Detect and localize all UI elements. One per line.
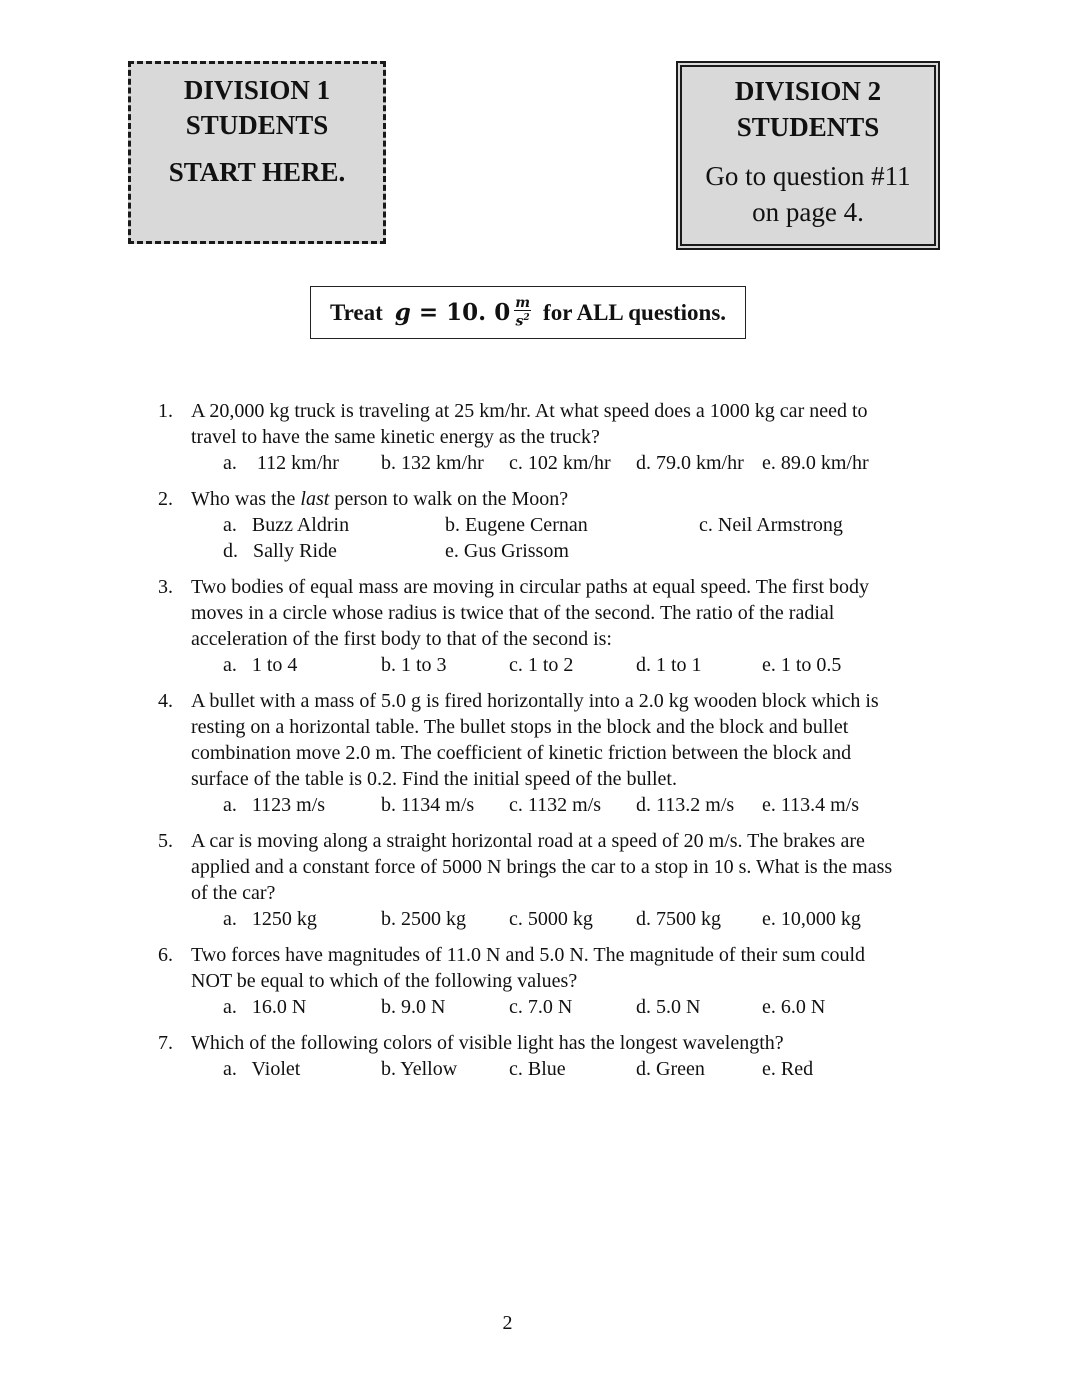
question-number: 5.: [158, 830, 173, 852]
choice-d: d. 5.0 N: [636, 996, 701, 1018]
choice-c: c. 5000 kg: [509, 908, 593, 930]
gravity-unit-den-base: s: [515, 313, 524, 330]
question-text-line: surface of the table is 0.2. Find the initial speed of the bullet.: [191, 768, 677, 790]
question-6: [158, 942, 948, 1020]
choice-a: a. 1250 kg: [223, 908, 317, 930]
division-2-title: [682, 73, 934, 145]
choice-d: d. 7500 kg: [636, 908, 721, 930]
question-text-part: person to walk on the Moon?: [329, 488, 569, 510]
question-5: [158, 828, 948, 932]
choice-e: e. Gus Grissom: [445, 540, 569, 562]
answer-choices: [191, 450, 948, 476]
question-text-line: Two forces have magnitudes of 11.0 N and 5.0 N. The magnitude of their sum could: [191, 944, 866, 966]
division-2-line2: STUDENTS: [736, 112, 880, 142]
choice-b: b. 9.0 N: [381, 996, 446, 1018]
gravity-symbol: g: [394, 299, 411, 326]
answer-choices: [191, 994, 948, 1020]
choice-a: a. 1123 m/s: [223, 794, 326, 816]
question-number: 6.: [158, 944, 173, 966]
question-list: [158, 398, 948, 1092]
choice-a: a. 112 km/hr: [223, 452, 339, 474]
question-number: 4.: [158, 690, 173, 712]
gravity-unit-den: [516, 311, 530, 329]
choice-b: b. 1 to 3: [381, 654, 447, 676]
page-number: 2: [502, 1312, 513, 1334]
question-number: 3.: [158, 576, 173, 598]
question-text-line: A 20,000 kg truck is traveling at 25 km/hr. At what speed does a 1000 kg car need to: [191, 400, 868, 422]
answer-choices: [191, 906, 948, 932]
choice-c: c. 7.0 N: [509, 996, 573, 1018]
choice-d: d. Sally Ride: [223, 540, 337, 562]
question-text-line: Which of the following colors of visible light has the longest wavelength?: [191, 1032, 784, 1054]
division-1-line1: DIVISION 1: [183, 75, 331, 105]
question-2: [158, 486, 948, 564]
choice-b: b. 1134 m/s: [381, 794, 475, 816]
gravity-value: = 10. 0: [418, 299, 511, 326]
choice-a: a. Violet: [223, 1058, 301, 1080]
question-text-line: of the car?: [191, 882, 276, 904]
question-3: [158, 574, 948, 678]
division-2-line3: Go to question #11: [705, 161, 911, 191]
question-text-line: A car is moving along a straight horizontal road at a speed of 20 m/s. The brakes are: [191, 830, 865, 852]
question-text-line: applied and a constant force of 5000 N brings the car to a stop in 10 s. What is the mass: [191, 856, 893, 878]
answer-choices: [191, 652, 948, 678]
choice-d: d. 79.0 km/hr: [636, 452, 744, 474]
question-text-emphasis: last: [300, 488, 330, 510]
question-text-line: acceleration of the first body to that of the second is:: [191, 628, 612, 650]
question-text-line: A bullet with a mass of 5.0 g is fired horizontally into a 2.0 kg wooden block which is: [191, 690, 879, 712]
choice-e: e. 1 to 0.5: [762, 654, 842, 676]
division-2-line1: DIVISION 2: [734, 76, 882, 106]
question-text-line: NOT be equal to which of the following values?: [191, 970, 578, 992]
question-1: [158, 398, 948, 476]
question-7: [158, 1030, 948, 1082]
choice-e: e. 10,000 kg: [762, 908, 861, 930]
choice-b: b. 132 km/hr: [381, 452, 484, 474]
choice-d: d. 1 to 1: [636, 654, 702, 676]
choice-e: e. 113.4 m/s: [762, 794, 860, 816]
question-text-part: Who was the: [191, 488, 301, 510]
division-2-instructions: [682, 158, 934, 230]
gravity-note-box: [310, 286, 746, 339]
choice-a: a. 16.0 N: [223, 996, 307, 1018]
division-1-title: [131, 73, 383, 143]
choice-b: b. Yellow: [381, 1058, 458, 1080]
answer-choices: [191, 792, 948, 818]
choice-c: c. Blue: [509, 1058, 566, 1080]
question-number: 7.: [158, 1032, 173, 1054]
division-1-box: [128, 61, 386, 244]
question-text-line: combination move 2.0 m. The coefficient of kinetic friction between the block and: [191, 742, 852, 764]
gravity-unit: [514, 296, 531, 329]
question-number: 1.: [158, 400, 173, 422]
choice-e: e. 89.0 km/hr: [762, 452, 869, 474]
choice-b: b. Eugene Cernan: [445, 514, 588, 536]
gravity-unit-exp: 2: [523, 313, 530, 324]
question-4: [158, 688, 948, 818]
answer-choices: [191, 538, 948, 564]
question-number: 2.: [158, 488, 173, 510]
gravity-unit-num: m: [515, 295, 531, 312]
gravity-equation: [387, 296, 539, 329]
choice-c: c. 1132 m/s: [509, 794, 602, 816]
question-text-line: travel to have the same kinetic energy as the truck?: [191, 426, 600, 448]
question-text-line: moves in a circle whose radius is twice that of the second. The ratio of the radial: [191, 602, 835, 624]
gravity-prefix: Treat: [329, 299, 383, 325]
gravity-suffix: for ALL questions.: [543, 299, 727, 325]
division-1-start: START HERE.: [168, 157, 346, 187]
choice-c: c. 1 to 2: [509, 654, 574, 676]
choice-d: d. 113.2 m/s: [636, 794, 735, 816]
division-1-line2: STUDENTS: [185, 110, 329, 140]
choice-d: d. Green: [636, 1058, 705, 1080]
choice-a: a. Buzz Aldrin: [223, 514, 350, 536]
question-text-line: Two bodies of equal mass are moving in circular paths at equal speed. The first body: [191, 576, 870, 598]
division-2-box: [676, 61, 940, 250]
choice-c: c. Neil Armstrong: [699, 514, 843, 536]
answer-choices: [191, 1056, 948, 1082]
choice-a: a. 1 to 4: [223, 654, 298, 676]
choice-b: b. 2500 kg: [381, 908, 466, 930]
question-text-line: [191, 486, 948, 512]
choice-e: e. 6.0 N: [762, 996, 826, 1018]
answer-choices: [191, 512, 948, 538]
choice-c: c. 102 km/hr: [509, 452, 611, 474]
choice-e: e. Red: [762, 1058, 814, 1080]
division-2-line4: on page 4.: [752, 197, 864, 227]
question-text-line: resting on a horizontal table. The bullet stops in the block and the block and bullet: [191, 716, 849, 738]
